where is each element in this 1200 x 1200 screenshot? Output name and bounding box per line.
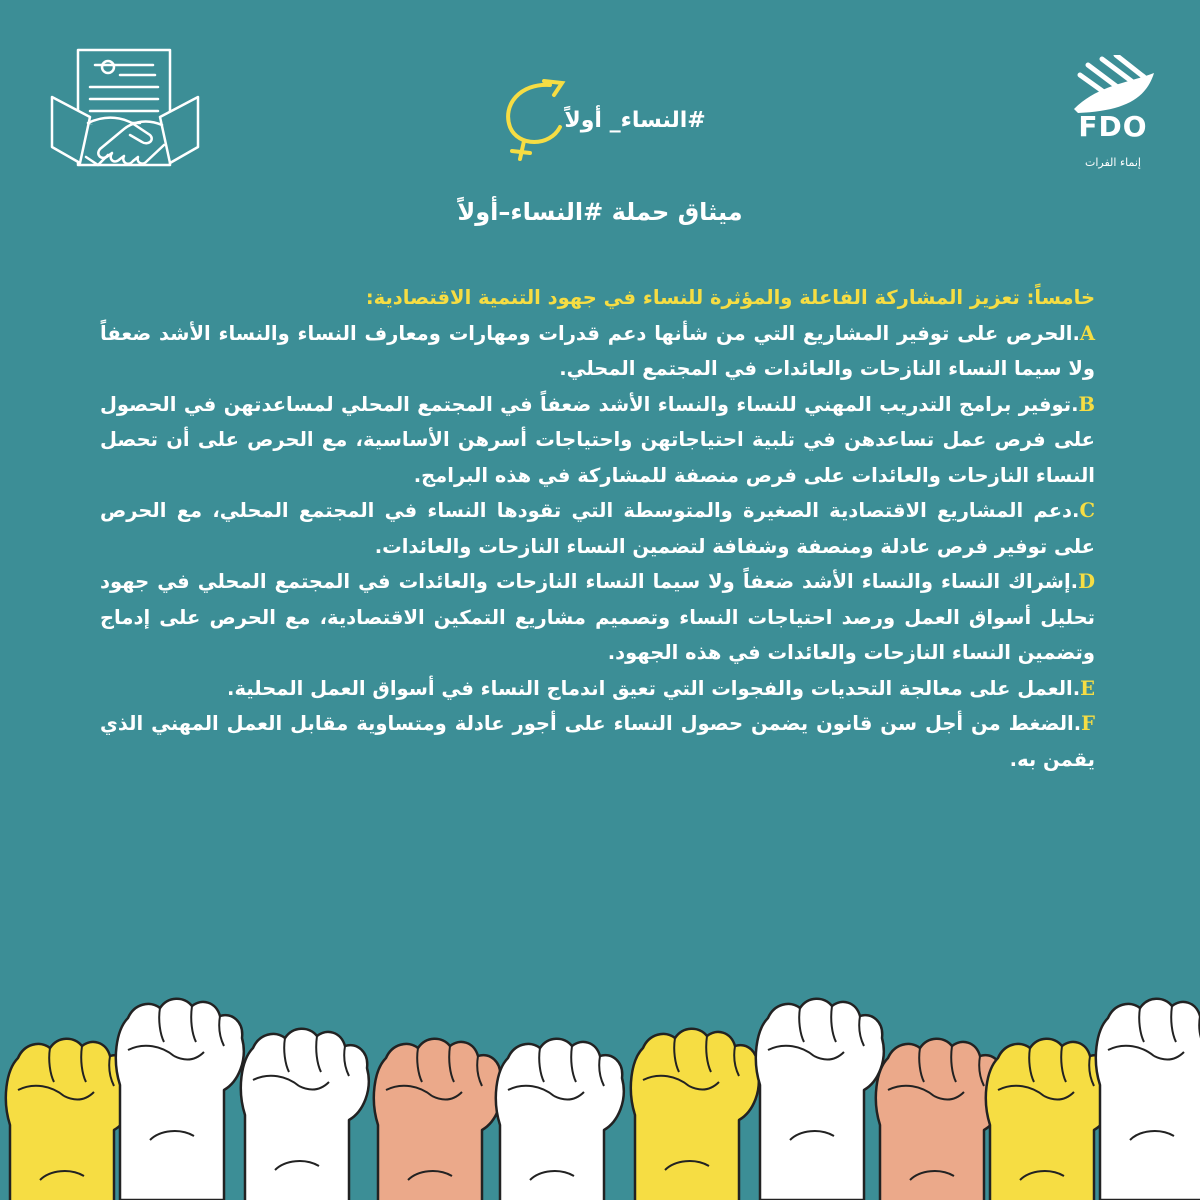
raised-fist-icon	[876, 1039, 1004, 1200]
logo-subtitle: إنماء الفرات	[1085, 156, 1141, 169]
raised-fist-icon	[116, 999, 244, 1200]
list-item	[100, 316, 1095, 387]
raised-fist-icon	[6, 1039, 134, 1200]
item-marker: B	[1078, 392, 1095, 416]
raised-fist-icon	[631, 1029, 759, 1200]
section-heading: خامساً: تعزيز المشاركة الفاعلة والمؤثرة للنساء في جهود التنمية الاقتصادية:	[365, 286, 1095, 309]
list-item	[100, 387, 1095, 494]
item-marker: E	[1080, 676, 1095, 700]
list-item	[100, 493, 1095, 564]
item-text: .إشراك النساء والنساء الأشد ضعفاً ولا سيما النساء النازحات والعائدات في المجتمع المحلي في جهود تحليل أسواق العمل ورصد احتياجات النساء وتصميم مشاريع التمكين الاقتصادية، مع الحرص على إدماج وتضمين النساء النازحات والعائدات في هذه الجهود.	[100, 570, 1095, 664]
list-item	[100, 564, 1095, 671]
item-text: .العمل على معالجة التحديات والفجوات التي تعيق اندماج النساء في أسواق العمل المحلية.	[227, 676, 1081, 700]
item-text: .الحرص على توفير المشاريع التي من شأنها دعم قدرات ومهارات ومعارف النساء والنساء الأشد ضعفاً ولا سيما النساء النازحات والعائدات في المجتمع المحلي.	[100, 321, 1095, 380]
raised-fist-icon	[241, 1029, 369, 1200]
raised-fist-icon	[986, 1039, 1114, 1200]
item-marker: D	[1078, 570, 1095, 593]
raised-fist-icon	[1096, 999, 1200, 1200]
item-marker: F	[1081, 712, 1095, 735]
raised-fist-icon	[756, 999, 884, 1200]
raised-fists-illustration	[0, 990, 1200, 1200]
handshake-contract-icon	[50, 45, 200, 190]
page-title: ميثاق حملة #النساء–أولاً	[457, 198, 743, 226]
raised-fist-icon	[374, 1039, 502, 1200]
item-text: .دعم المشاريع الاقتصادية الصغيرة والمتوسطة التي تقودها النساء في المجتمع المحلي، مع الحرص على توفير فرص عادلة ومنصفة وشفافة لتضمين النساء النازحات والعائدات.	[100, 499, 1095, 558]
campaign-hashtag: #النساء_ أولاً	[564, 108, 706, 133]
item-text: .الضغط من أجل سن قانون يضمن حصول النساء على أجور عادلة ومتساوية مقابل العمل المهني الذي يقمن به.	[100, 712, 1095, 771]
list-item	[100, 706, 1095, 777]
item-text: .توفير برامج التدريب المهني للنساء والنساء الأشد ضعفاً في المجتمع المحلي لمساعدتهن في الحصول على فرص عمل تساعدهن في تلبية احتياجاتهن واحتياجات أسرهن الأساسية، مع الحرص على أن تحصل النساء النازحات والعائدات على فرص منصفة للمشاركة في هذه البرامج.	[100, 392, 1095, 487]
logo-text: FDO	[1078, 110, 1148, 143]
raised-fist-icon	[496, 1039, 624, 1200]
item-marker: C	[1079, 499, 1095, 522]
charter-section	[100, 280, 1095, 777]
list-item	[100, 671, 1095, 707]
item-marker: A	[1079, 321, 1095, 345]
